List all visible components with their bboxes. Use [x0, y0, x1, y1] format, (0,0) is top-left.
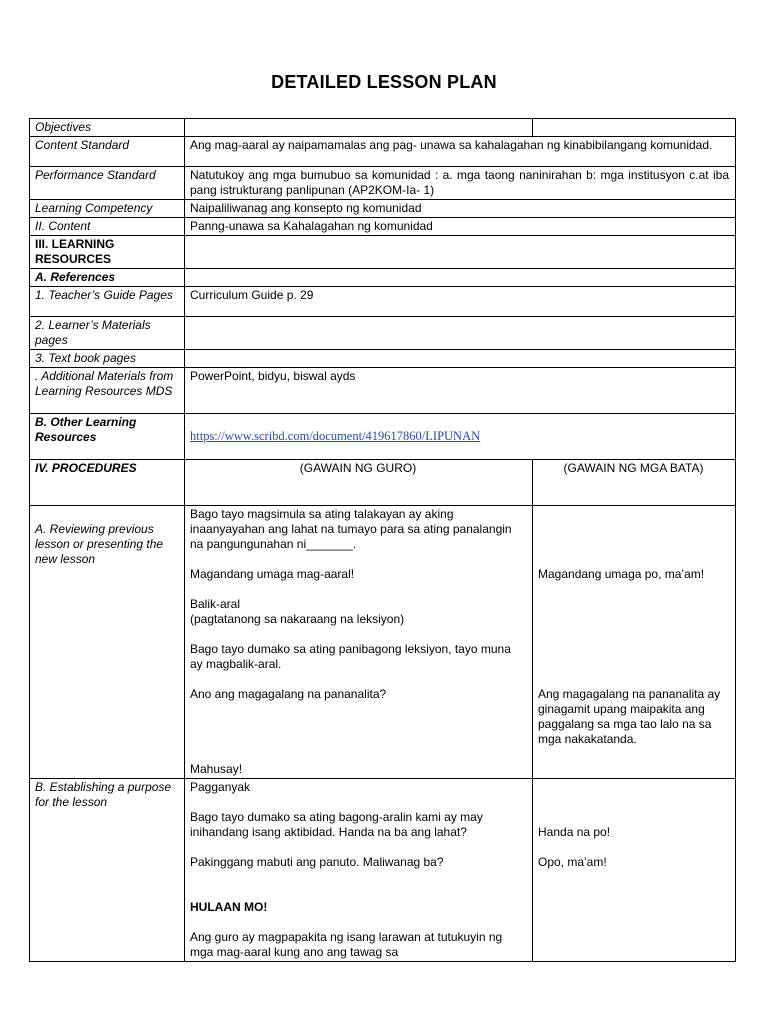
table-row	[30, 414, 736, 460]
section-b-teacher-p5: Ang guro ay magpapakita ng isang larawan at tutukuyin ng mga mag-aaral kung ano ang tawag sa	[190, 930, 503, 959]
objectives-label: Objectives	[30, 119, 185, 137]
section-a-teacher-p3b: (pagtatanong sa nakaraang na leksiyon)	[190, 612, 405, 626]
section-b-student-activity	[533, 779, 736, 962]
content-standard-value: Ang mag-aaral ay naipamamalas ang pag- unawa sa kahalagahan ng kinabibilangang komunidad.	[185, 137, 736, 167]
section-a-student-s1: Magandang umaga po, ma’am!	[538, 567, 705, 581]
learners-materials-value	[185, 317, 736, 350]
section-a-teacher-p3a: Balik-aral	[190, 597, 241, 611]
table-row	[30, 200, 736, 218]
objectives-cell	[185, 119, 533, 137]
additional-materials-label: . Additional Materials from Learning Resources MDS	[30, 368, 185, 414]
document-title: DETAILED LESSON PLAN	[271, 72, 497, 92]
section-b-teacher-p4: HULAAN MO!	[190, 900, 268, 914]
content-value: Panng-unawa sa Kahalagahan ng komunidad	[185, 218, 736, 236]
other-resources-label: B. Other Learning Resources	[30, 414, 185, 460]
scribd-link[interactable]: https://www.scribd.com/document/419617860/LIPUNAN	[190, 429, 481, 443]
teachers-guide-value: Curriculum Guide p. 29	[185, 287, 736, 317]
lesson-plan-table	[29, 118, 736, 962]
section-a-teacher-p4: Bago tayo dumako sa ating panibagong leksiyon, tayo muna ay magbalik-aral.	[190, 642, 511, 671]
table-row	[30, 350, 736, 368]
section-a-teacher-p1: Bago tayo magsimula sa ating talakayan ay aking inaanyayahan ang lahat na tumayo para sa ating panalangin na pangungunahan ni_______.	[190, 507, 512, 551]
table-row	[30, 506, 736, 779]
additional-materials-value: PowerPoint, bidyu, biswal ayds	[185, 368, 736, 414]
references-label: A. References	[30, 269, 185, 287]
references-value	[185, 269, 736, 287]
table-row	[30, 236, 736, 269]
section-b-teacher-p1: Pagganyak	[190, 780, 251, 794]
section-b-teacher-p2: Bago tayo dumako sa ating bagong-aralin kami ay may inihandang isang aktibidad. Handa na ba ang lahat?	[190, 810, 483, 839]
section-b-teacher-p3: Pakinggang mabuti ang panuto. Maliwanag ba?	[190, 855, 444, 869]
section-a-student-s2: Ang magagalang na pananalita ay ginagamit upang maipakita ang paggalang sa mga tao lalo na sa mga nakakatanda.	[538, 687, 721, 746]
table-row	[30, 167, 736, 200]
table-row	[30, 368, 736, 414]
section-b-label: B. Establishing a purpose for the lesson	[30, 779, 185, 962]
section-a-teacher-activity	[185, 506, 533, 779]
table-row	[30, 218, 736, 236]
section-a-label: A. Reviewing previous lesson or presenting the new lesson	[30, 506, 185, 779]
learning-competency-label: Learning Competency	[30, 200, 185, 218]
table-row	[30, 119, 736, 137]
section-b-student-s2: Opo, ma’am!	[538, 855, 607, 869]
table-row	[30, 137, 736, 167]
table-row	[30, 269, 736, 287]
content-standard-label: Content Standard	[30, 137, 185, 167]
teachers-guide-label: 1. Teacher’s Guide Pages	[30, 287, 185, 317]
section-b-student-s1: Handa na po!	[538, 825, 611, 839]
section-a-teacher-p6: Mahusay!	[190, 762, 243, 776]
learning-resources-label: III. LEARNING RESOURCES	[30, 236, 185, 269]
section-a-teacher-p2: Magandang umaga mag-aaral!	[190, 567, 355, 581]
table-row	[30, 779, 736, 962]
learning-competency-value: Naipaliliwanag ang konsepto ng komunidad	[185, 200, 736, 218]
section-a-teacher-p5: Ano ang magagalang na pananalita?	[190, 687, 387, 701]
student-activity-header: (GAWAIN NG MGA BATA)	[533, 460, 736, 506]
section-a-student-activity	[533, 506, 736, 779]
teacher-activity-header: (GAWAIN NG GURO)	[185, 460, 533, 506]
text-book-value	[185, 350, 736, 368]
procedures-label: IV. PROCEDURES	[30, 460, 185, 506]
table-row	[30, 460, 736, 506]
table-row	[30, 287, 736, 317]
learning-resources-value	[185, 236, 736, 269]
other-resources-value	[185, 414, 736, 460]
performance-standard-label: Performance Standard	[30, 167, 185, 200]
table-row	[30, 317, 736, 350]
content-label: II. Content	[30, 218, 185, 236]
objectives-cell-2	[533, 119, 736, 137]
performance-standard-value: Natutukoy ang mga bumubuo sa komunidad : a. mga taong naninirahan b: mga institusyon c.at iba pang istrukturang panlipunan (AP2KOM-Ia- 1)	[185, 167, 736, 200]
section-b-teacher-activity	[185, 779, 533, 962]
text-book-label: 3. Text book pages	[30, 350, 185, 368]
learners-materials-label: 2. Learner’s Materials pages	[30, 317, 185, 350]
